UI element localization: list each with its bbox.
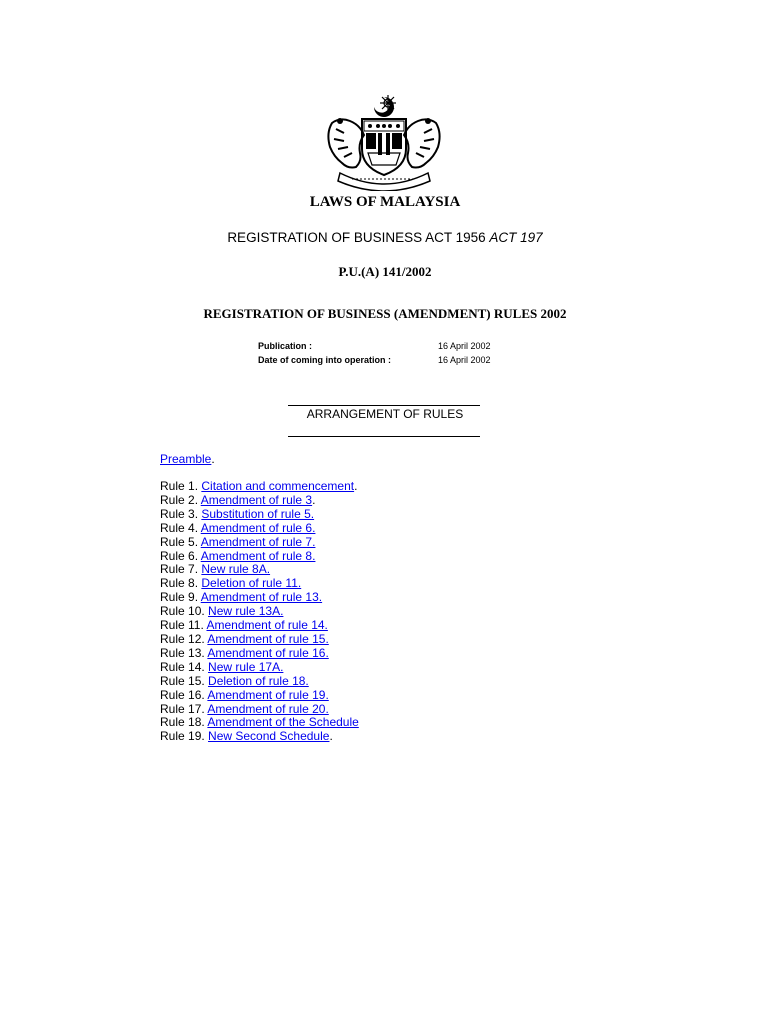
rule-number: Rule 10.	[160, 604, 209, 619]
rule-item	[160, 689, 359, 703]
rule-link[interactable]: Deletion of rule 11.	[201, 576, 302, 591]
operation-label: Date of coming into operation :	[258, 354, 391, 365]
rule-link[interactable]: New rule 8A.	[201, 562, 271, 577]
preamble-suffix: .	[211, 452, 215, 466]
rule-item	[160, 563, 359, 577]
rule-item	[160, 536, 359, 550]
rule-link[interactable]: Amendment of rule 3	[200, 492, 313, 507]
rule-link[interactable]: New rule 17A.	[208, 659, 284, 674]
rule-number: Rule 6.	[160, 548, 201, 563]
rule-link[interactable]: Amendment of rule 14.	[206, 618, 328, 633]
rule-item	[160, 494, 359, 508]
publication-table	[258, 340, 518, 367]
rule-item	[160, 716, 359, 730]
rule-item	[160, 577, 359, 591]
rule-item	[160, 522, 359, 536]
rule-item	[160, 480, 359, 494]
divider-bottom	[288, 436, 480, 437]
rule-link[interactable]: Citation and commencement	[201, 479, 355, 493]
act-name	[0, 230, 770, 245]
rule-link[interactable]: Amendment of rule 8.	[200, 548, 316, 563]
rule-number: Rule 11.	[160, 618, 207, 633]
rule-item	[160, 675, 359, 689]
rule-item	[160, 550, 359, 564]
rules-title: REGISTRATION OF BUSINESS (AMENDMENT) RULES 2002	[203, 306, 567, 321]
rule-number: Rule 14.	[160, 659, 209, 674]
rule-item	[160, 703, 359, 717]
arrangement-title: ARRANGEMENT OF RULES	[306, 407, 464, 421]
rule-suffix: .	[354, 479, 358, 493]
divider-top	[288, 405, 480, 406]
rule-number: Rule 12.	[160, 631, 208, 646]
rule-link[interactable]: Amendment of rule 7.	[200, 534, 316, 549]
law-title: LAWS OF MALAYSIA	[309, 194, 461, 210]
operation-date: 16 April 2002	[438, 354, 491, 365]
rule-item	[160, 633, 359, 647]
rule-link[interactable]: New Second Schedule	[208, 729, 330, 744]
malaysia-coat-of-arms-icon	[322, 93, 446, 191]
rule-link[interactable]: Amendment of rule 16.	[207, 645, 329, 660]
operation-row	[258, 354, 518, 368]
rule-item	[160, 730, 359, 744]
rule-number: Rule 13.	[160, 645, 208, 660]
rule-item	[160, 661, 359, 675]
rule-link[interactable]: Amendment of rule 19.	[207, 687, 329, 702]
rules-list	[160, 480, 359, 744]
rule-link[interactable]: Amendment of rule 20.	[207, 701, 329, 716]
rule-link[interactable]: Amendment of rule 6.	[200, 520, 316, 535]
rule-link[interactable]: Deletion of rule 18.	[208, 673, 309, 688]
rule-item	[160, 508, 359, 522]
rule-number: Rule 18.	[160, 715, 208, 730]
rule-link[interactable]: Amendment of rule 15.	[207, 631, 329, 646]
rule-number: Rule 4.	[160, 520, 201, 535]
rule-number: Rule 8.	[160, 576, 202, 591]
rule-number: Rule 1.	[160, 479, 202, 493]
preamble-link[interactable]: Preamble	[160, 452, 212, 466]
rule-link[interactable]: Substitution of rule 5.	[201, 506, 315, 521]
rule-number: Rule 3.	[160, 506, 202, 521]
rule-item	[160, 605, 359, 619]
rule-item	[160, 619, 359, 633]
rule-suffix: .	[312, 492, 316, 507]
act-number: ACT 197	[489, 230, 543, 245]
preamble-entry	[160, 452, 215, 466]
rule-number: Rule 2.	[160, 492, 201, 507]
rule-number: Rule 15.	[160, 673, 209, 688]
rule-link[interactable]: Amendment of the Schedule	[207, 715, 359, 730]
rule-suffix: .	[329, 729, 333, 744]
publication-label: Publication :	[258, 341, 312, 351]
rule-link[interactable]: New rule 13A.	[208, 604, 284, 619]
publication-row	[258, 340, 518, 354]
rule-link[interactable]: Amendment of rule 13.	[200, 590, 323, 605]
rule-number: Rule 7.	[160, 562, 202, 577]
rule-number: Rule 17.	[160, 701, 208, 716]
publication-date: 16 April 2002	[438, 341, 491, 351]
rule-item	[160, 647, 359, 661]
pu-number: P.U.(A) 141/2002	[338, 264, 432, 279]
rule-number: Rule 9.	[160, 590, 201, 605]
rule-number: Rule 5.	[160, 534, 201, 549]
rule-item	[160, 591, 359, 605]
rule-number: Rule 19.	[160, 729, 209, 744]
act-name-text: REGISTRATION OF BUSINESS ACT 1956	[227, 230, 486, 245]
rule-number: Rule 16.	[160, 687, 208, 702]
